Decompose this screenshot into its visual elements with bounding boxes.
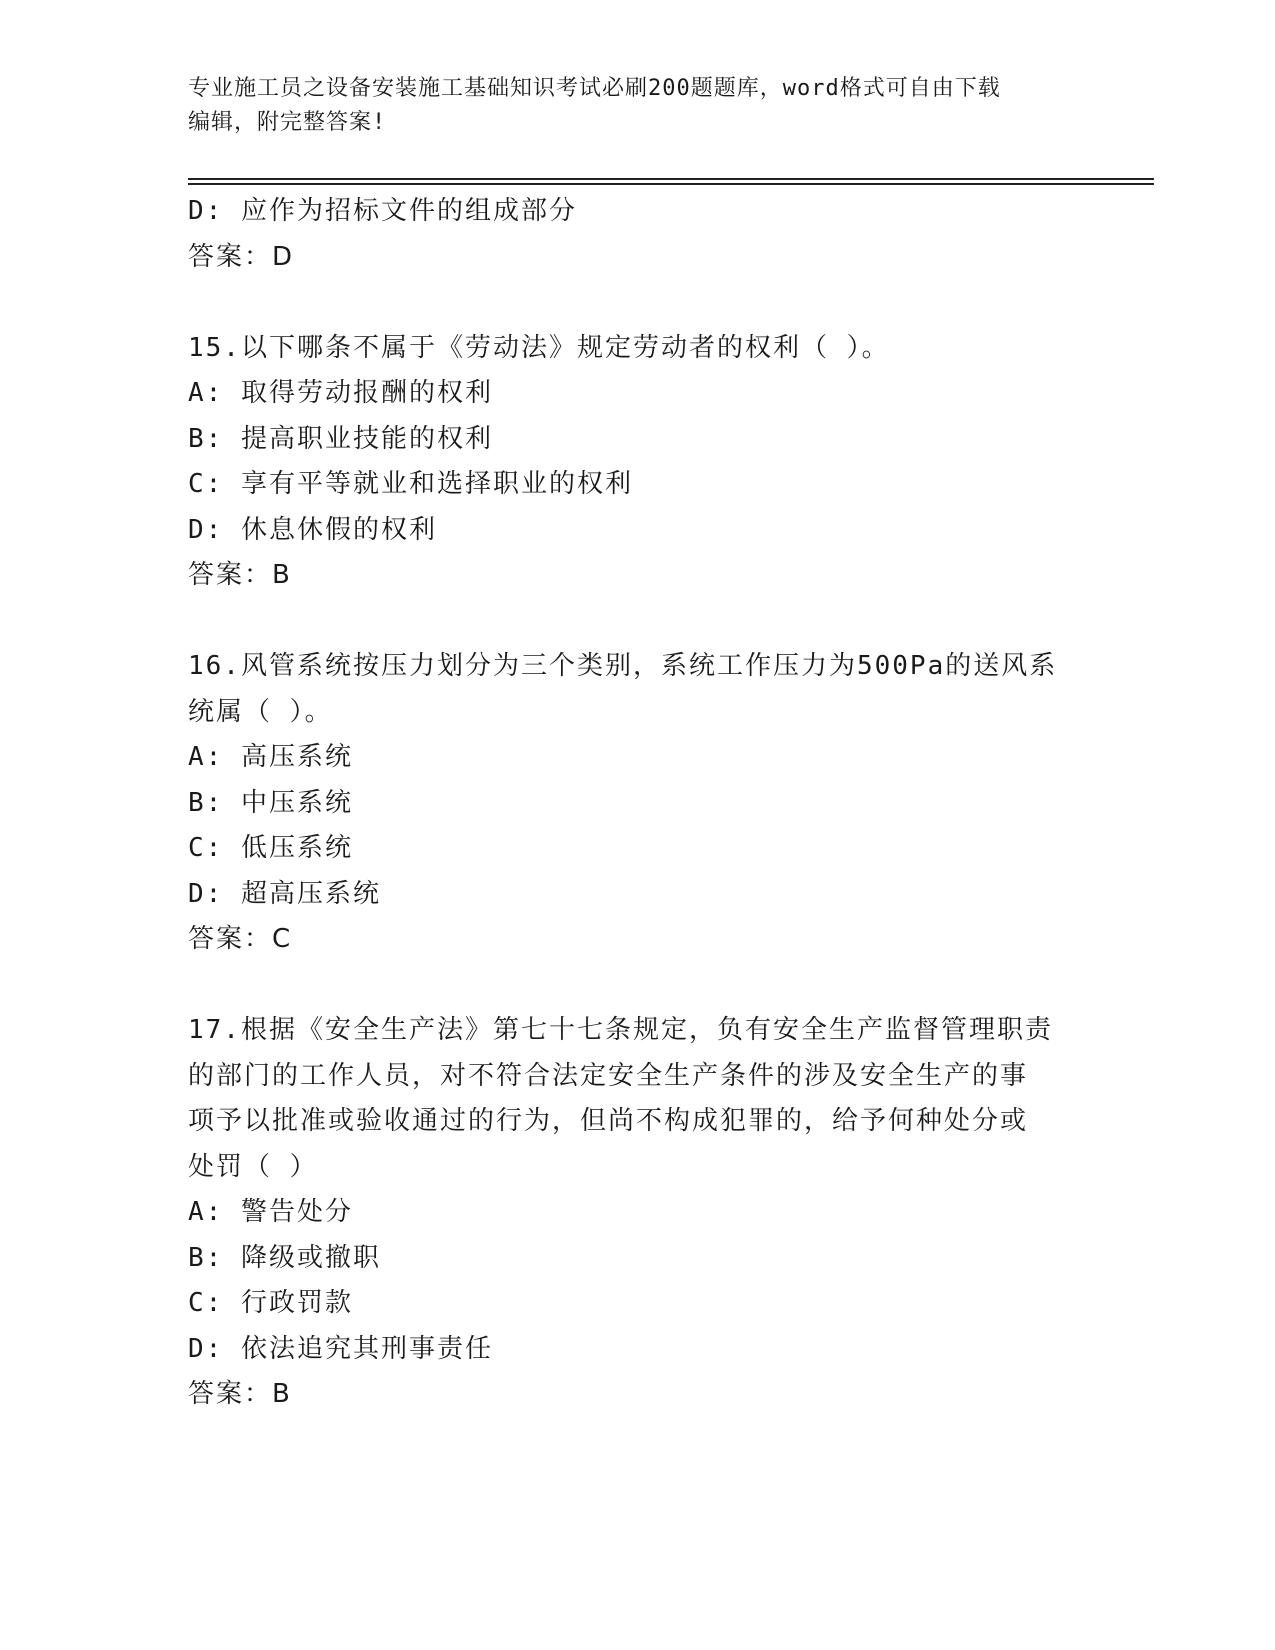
answer-line: 答案：C (188, 924, 293, 954)
question-stem-line-2: 的部门的工作人员，对不符合法定安全生产条件的涉及安全生产的事 (188, 1060, 1029, 1091)
question-content (188, 189, 1088, 1418)
option-c: C: 享有平等就业和选择职业的权利 (188, 469, 633, 499)
header-title-line-2: 编辑，附完整答案! (188, 110, 387, 135)
option-d: D: 依法追究其刑事责任 (188, 1333, 493, 1364)
document-header (188, 72, 1088, 140)
option-a: A: 警告处分 (188, 1197, 353, 1227)
question-stem-line-4: 处罚（ ） (188, 1151, 318, 1182)
previous-question-tail (188, 189, 1088, 280)
question-stem: 15.以下哪条不属于《劳动法》规定劳动者的权利（ ）。 (188, 332, 890, 363)
answer-line: 答案：B (188, 1379, 292, 1409)
answer-line: 答案：D (188, 241, 295, 272)
header-divider-top (188, 178, 1154, 180)
option-d: D: 休息休假的权利 (188, 514, 437, 545)
option-d: D: 超高压系统 (188, 878, 381, 909)
question-15 (188, 326, 1088, 599)
option-d: D: 应作为招标文件的组成部分 (188, 196, 577, 226)
header-title-line-1: 专业施工员之设备安装施工基础知识考试必刷200题题库，word格式可自由下载 (188, 76, 1001, 101)
header-divider-bottom (188, 183, 1154, 185)
answer-line: 答案：B (188, 560, 292, 590)
option-a: A: 高压系统 (188, 742, 353, 772)
option-c: C: 低压系统 (188, 833, 353, 863)
option-c: C: 行政罚款 (188, 1288, 353, 1318)
option-b: B: 提高职业技能的权利 (188, 423, 493, 454)
option-a: A: 取得劳动报酬的权利 (188, 378, 493, 408)
question-stem-line-1: 17.根据《安全生产法》第七十七条规定，负有安全生产监督管理职责 (188, 1015, 1053, 1045)
question-stem-line-2: 统属（ ）。 (188, 696, 333, 727)
option-b: B: 中压系统 (188, 787, 353, 818)
question-16 (188, 644, 1088, 963)
spacer (188, 963, 1088, 1009)
question-17 (188, 1008, 1088, 1418)
spacer (188, 280, 1088, 326)
spacer (188, 599, 1088, 645)
option-b: B: 降级或撤职 (188, 1242, 381, 1273)
question-stem-line-1: 16.风管系统按压力划分为三个类别，系统工作压力为500Pa的送风系 (188, 651, 1058, 681)
question-stem-line-3: 项予以批准或验收通过的行为，但尚不构成犯罪的，给予何种处分或 (188, 1106, 1029, 1136)
